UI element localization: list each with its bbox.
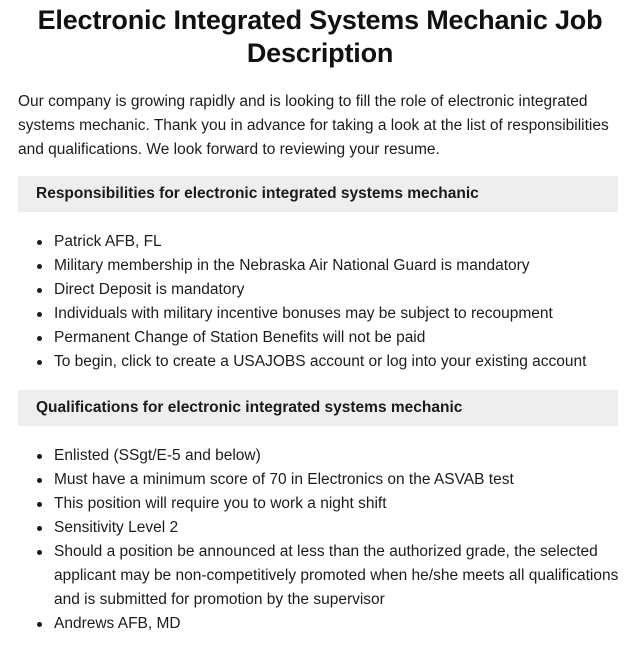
list-item-text: Permanent Change of Station Benefits will not be paid (54, 329, 426, 346)
intro-paragraph: Our company is growing rapidly and is looking to fill the role of electronic integrated systems mechanic. Thank you in advance for taking a look at the list of responsibilities and qualifications. We look forward to reviewing your resume. (18, 93, 609, 158)
bullet-icon (37, 288, 42, 293)
bullet-icon (37, 478, 42, 483)
list-item-text: Enlisted (SSgt/E-5 and below) (54, 447, 261, 464)
list-item (18, 516, 622, 540)
bullet-icon (37, 622, 42, 627)
responsibilities-heading: Responsibilities for electronic integrated systems mechanic (18, 176, 618, 212)
list-item (18, 468, 622, 492)
responsibilities-list (18, 230, 622, 374)
list-item (18, 492, 622, 516)
list-item (18, 278, 622, 302)
bullet-icon (37, 360, 42, 365)
bullet-icon (37, 264, 42, 269)
list-item (18, 540, 622, 612)
list-item (18, 302, 622, 326)
list-item-text: This position will require you to work a night shift (54, 495, 387, 512)
list-item (18, 326, 622, 350)
bullet-icon (37, 550, 42, 555)
list-item-text: Individuals with military incentive bonuses may be subject to recoupment (54, 305, 553, 322)
list-item (18, 230, 622, 254)
list-item-text: Military membership in the Nebraska Air National Guard is mandatory (54, 257, 530, 274)
list-item-text: Must have a minimum score of 70 in Electronics on the ASVAB test (54, 471, 514, 488)
list-item-text: Should a position be announced at less than the authorized grade, the selected applicant may be non-competitively promoted when he/she meets all qualifications and is submitted for promotion by the supervisor (54, 543, 619, 608)
bullet-icon (37, 312, 42, 317)
bullet-icon (37, 240, 42, 245)
bullet-icon (37, 502, 42, 507)
list-item-text: Andrews AFB, MD (54, 615, 181, 632)
list-item (18, 444, 622, 468)
list-item (18, 612, 622, 636)
list-item-text: To begin, click to create a USAJOBS account or log into your existing account (54, 353, 587, 370)
qualifications-heading: Qualifications for electronic integrated systems mechanic (18, 390, 618, 426)
bullet-icon (37, 454, 42, 459)
qualifications-list (18, 444, 622, 636)
bullet-icon (37, 526, 42, 531)
list-item (18, 350, 622, 374)
list-item (18, 254, 622, 278)
list-item-text: Patrick AFB, FL (54, 233, 162, 250)
list-item-text: Direct Deposit is mandatory (54, 281, 245, 298)
page-title: Electronic Integrated Systems Mechanic Job Description (37, 5, 603, 68)
bullet-icon (37, 336, 42, 341)
job-description-page (0, 4, 640, 658)
list-item-text: Sensitivity Level 2 (54, 519, 179, 536)
